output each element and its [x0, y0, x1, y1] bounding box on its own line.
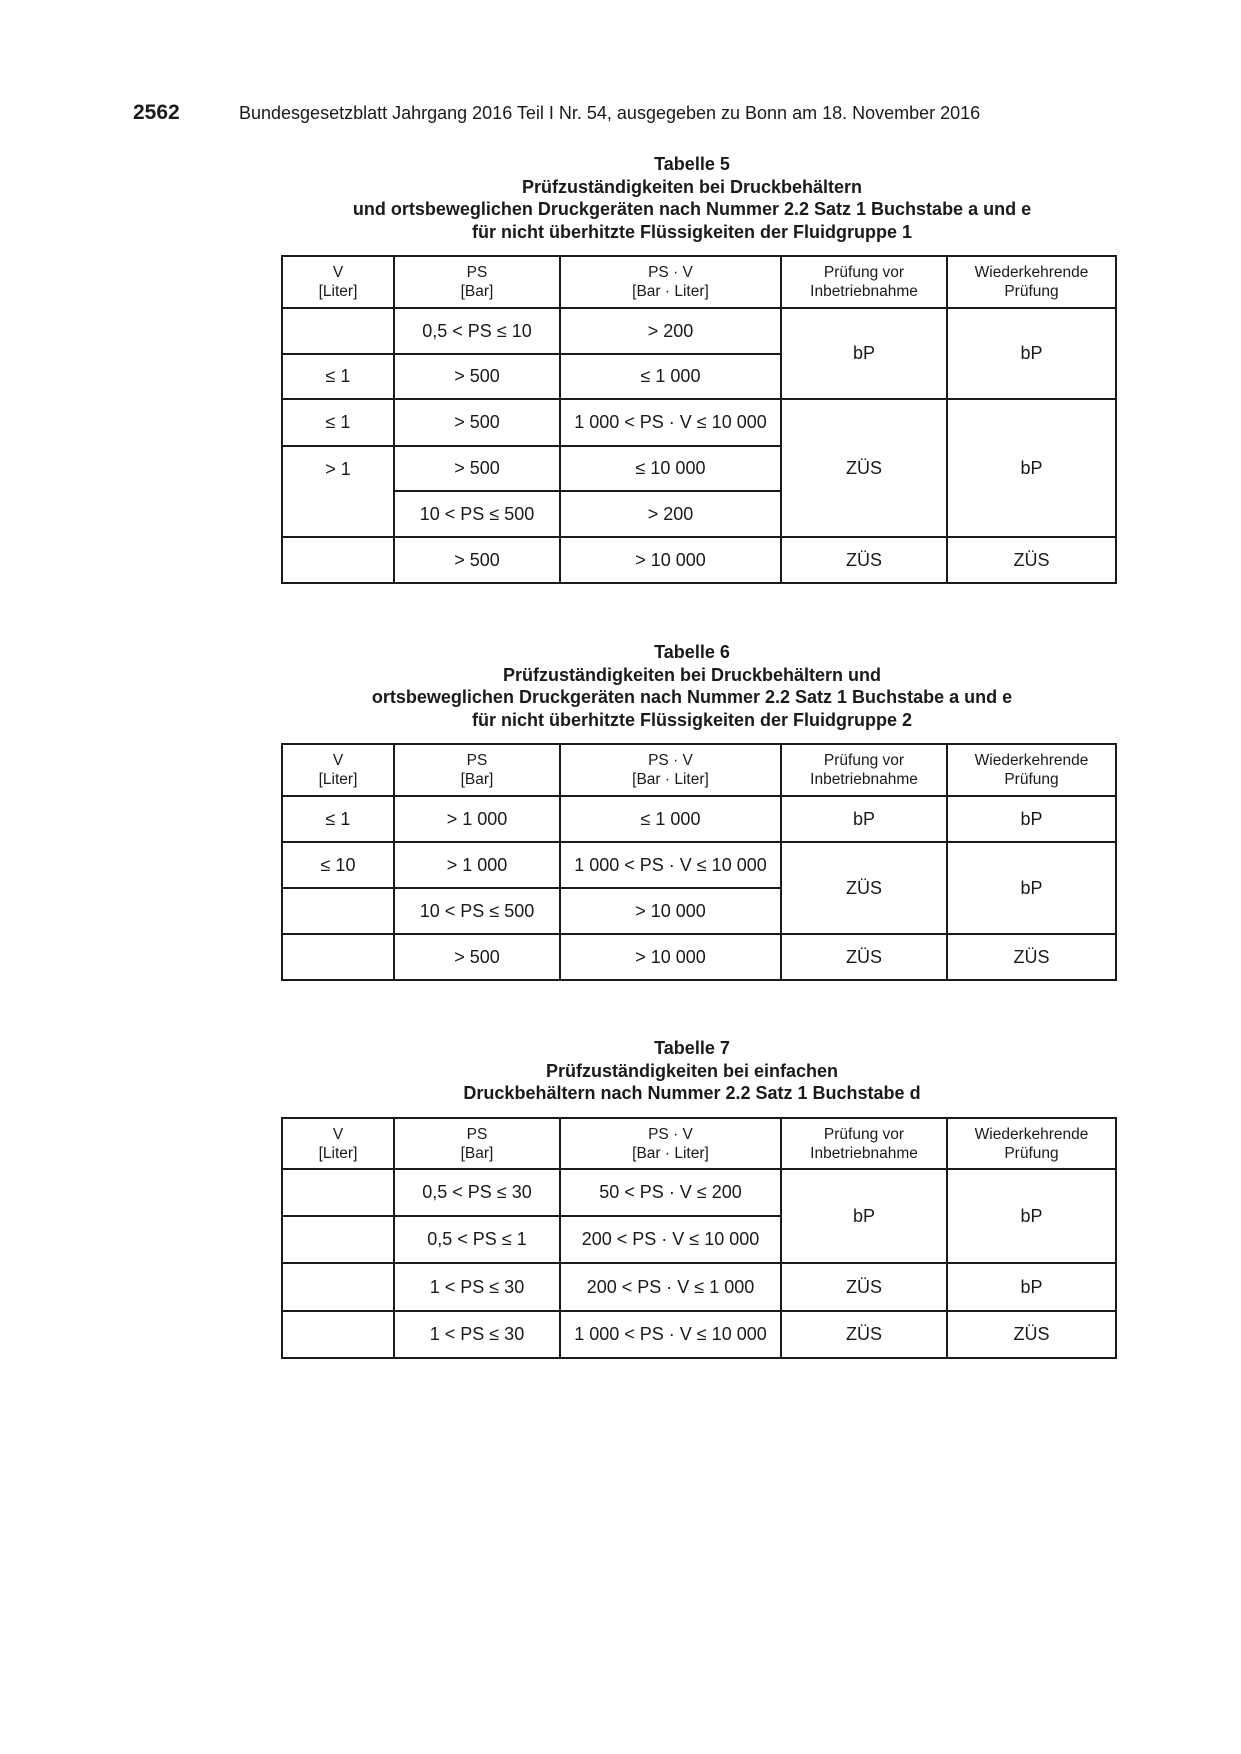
table5-caption — [282, 153, 1102, 243]
col-ps-header: PS [Bar] — [394, 256, 560, 308]
table-row — [282, 1169, 1116, 1216]
col-psv-header: PS · V [Bar · Liter] — [560, 744, 781, 796]
cell-v — [282, 1311, 394, 1358]
cell-psv: ≤ 1 000 — [560, 354, 781, 399]
cell-ps: 1 < PS ≤ 30 — [394, 1263, 560, 1311]
table5-caption-line: Prüfzuständigkeiten bei Druckbehältern — [521, 176, 863, 197]
table6-caption-line: für nicht überhitzte Flüssigkeiten der Fluidgruppe 2 — [471, 709, 913, 730]
table5-caption-line: Tabelle 5 — [654, 154, 730, 174]
cell-psv: ≤ 1 000 — [560, 796, 781, 842]
table5 — [281, 255, 1117, 584]
cell-v: ≤ 1 — [282, 399, 394, 446]
cell-psv: ≤ 10 000 — [560, 446, 781, 491]
cell-v — [282, 308, 394, 354]
cell-pruefung: ZÜS — [781, 934, 947, 980]
table7-caption — [282, 1037, 1102, 1105]
col-pruefung-header: Prüfung vor Inbetriebnahme — [781, 744, 947, 796]
cell-psv: > 10 000 — [560, 537, 781, 583]
table6-caption-line: ortsbeweglichen Druckgeräten nach Nummer 2.2 Satz 1 Buchstabe a und e — [371, 687, 1013, 707]
cell-ps: 10 < PS ≤ 500 — [394, 491, 560, 537]
cell-psv: > 200 — [560, 308, 781, 354]
cell-v — [282, 537, 394, 583]
table-row — [282, 796, 1116, 842]
cell-v — [282, 1216, 394, 1263]
cell-ps: > 500 — [394, 934, 560, 980]
col-wiederkehrend-header: Wiederkehrende Prüfung — [947, 1118, 1116, 1169]
cell-psv: 1 000 < PS · V ≤ 10 000 — [560, 842, 781, 888]
cell-v — [282, 1263, 394, 1311]
table-row — [282, 537, 1116, 583]
cell-wiederkehrend: bP — [947, 842, 1116, 934]
cell-ps: 0,5 < PS ≤ 1 — [394, 1216, 560, 1263]
table7 — [281, 1117, 1117, 1359]
cell-pruefung: ZÜS — [781, 1263, 947, 1311]
page-number: 2562 — [133, 101, 180, 124]
cell-psv: 200 < PS · V ≤ 10 000 — [560, 1216, 781, 1263]
col-psv-header: PS · V [Bar · Liter] — [560, 256, 781, 308]
cell-psv: > 10 000 — [560, 934, 781, 980]
table-row — [282, 934, 1116, 980]
table-row — [282, 308, 1116, 354]
cell-v — [282, 888, 394, 934]
table6-caption-line: Tabelle 6 — [654, 642, 730, 662]
cell-v: > 1 — [282, 446, 394, 537]
table6-caption-line: Prüfzuständigkeiten bei Druckbehältern und — [502, 664, 882, 685]
cell-wiederkehrend: bP — [947, 1263, 1116, 1311]
running-head: Bundesgesetzblatt Jahrgang 2016 Teil I Nr. 54, ausgegeben zu Bonn am 18. November 2016 — [239, 103, 981, 123]
table-header-row — [282, 744, 1116, 796]
cell-v: ≤ 1 — [282, 354, 394, 399]
cell-ps: 1 < PS ≤ 30 — [394, 1311, 560, 1358]
cell-ps: > 500 — [394, 537, 560, 583]
col-v-header: V [Liter] — [282, 744, 394, 796]
cell-psv: 1 000 < PS · V ≤ 10 000 — [560, 399, 781, 446]
cell-ps: > 500 — [394, 399, 560, 446]
cell-pruefung: ZÜS — [781, 842, 947, 934]
cell-wiederkehrend: ZÜS — [947, 537, 1116, 583]
cell-v — [282, 1169, 394, 1216]
col-ps-header: PS [Bar] — [394, 744, 560, 796]
table7-caption-line: Tabelle 7 — [654, 1038, 730, 1058]
table5-caption-line: für nicht überhitzte Flüssigkeiten der Fluidgruppe 1 — [471, 221, 913, 242]
table7-caption-line: Prüfzuständigkeiten bei einfachen — [545, 1060, 839, 1081]
cell-ps: 10 < PS ≤ 500 — [394, 888, 560, 934]
cell-psv: 200 < PS · V ≤ 1 000 — [560, 1263, 781, 1311]
cell-v: ≤ 10 — [282, 842, 394, 888]
table-row — [282, 842, 1116, 888]
col-wiederkehrend-header: Wiederkehrende Prüfung — [947, 256, 1116, 308]
cell-ps: 0,5 < PS ≤ 10 — [394, 308, 560, 354]
table-row — [282, 1311, 1116, 1358]
cell-ps: > 1 000 — [394, 842, 560, 888]
cell-wiederkehrend: ZÜS — [947, 1311, 1116, 1358]
col-v-header: V [Liter] — [282, 256, 394, 308]
table6 — [281, 743, 1117, 981]
cell-v: ≤ 1 — [282, 796, 394, 842]
table7-caption-line: Druckbehältern nach Nummer 2.2 Satz 1 Buchstabe d — [463, 1083, 921, 1103]
cell-pruefung: bP — [781, 1169, 947, 1263]
cell-psv: 1 000 < PS · V ≤ 10 000 — [560, 1311, 781, 1358]
cell-ps: 0,5 < PS ≤ 30 — [394, 1169, 560, 1216]
table5-caption-line: und ortsbeweglichen Druckgeräten nach Nummer 2.2 Satz 1 Buchstabe a und e — [352, 199, 1032, 219]
col-psv-header: PS · V [Bar · Liter] — [560, 1118, 781, 1169]
col-wiederkehrend-header: Wiederkehrende Prüfung — [947, 744, 1116, 796]
cell-psv: > 10 000 — [560, 888, 781, 934]
cell-psv: > 200 — [560, 491, 781, 537]
cell-v — [282, 934, 394, 980]
cell-psv: 50 < PS · V ≤ 200 — [560, 1169, 781, 1216]
cell-wiederkehrend: bP — [947, 308, 1116, 399]
col-pruefung-header: Prüfung vor Inbetriebnahme — [781, 256, 947, 308]
col-v-header: V [Liter] — [282, 1118, 394, 1169]
table6-caption — [282, 641, 1102, 731]
table-header-row — [282, 1118, 1116, 1169]
cell-pruefung: bP — [781, 796, 947, 842]
cell-ps: > 1 000 — [394, 796, 560, 842]
cell-pruefung: bP — [781, 308, 947, 399]
cell-wiederkehrend: bP — [947, 1169, 1116, 1263]
cell-ps: > 500 — [394, 354, 560, 399]
cell-pruefung: ZÜS — [781, 1311, 947, 1358]
cell-wiederkehrend: ZÜS — [947, 934, 1116, 980]
table-row — [282, 399, 1116, 446]
cell-wiederkehrend: bP — [947, 796, 1116, 842]
cell-ps: > 500 — [394, 446, 560, 491]
cell-wiederkehrend: bP — [947, 399, 1116, 537]
table-row — [282, 1263, 1116, 1311]
cell-pruefung: ZÜS — [781, 399, 947, 537]
table-header-row — [282, 256, 1116, 308]
cell-pruefung: ZÜS — [781, 537, 947, 583]
col-ps-header: PS [Bar] — [394, 1118, 560, 1169]
col-pruefung-header: Prüfung vor Inbetriebnahme — [781, 1118, 947, 1169]
